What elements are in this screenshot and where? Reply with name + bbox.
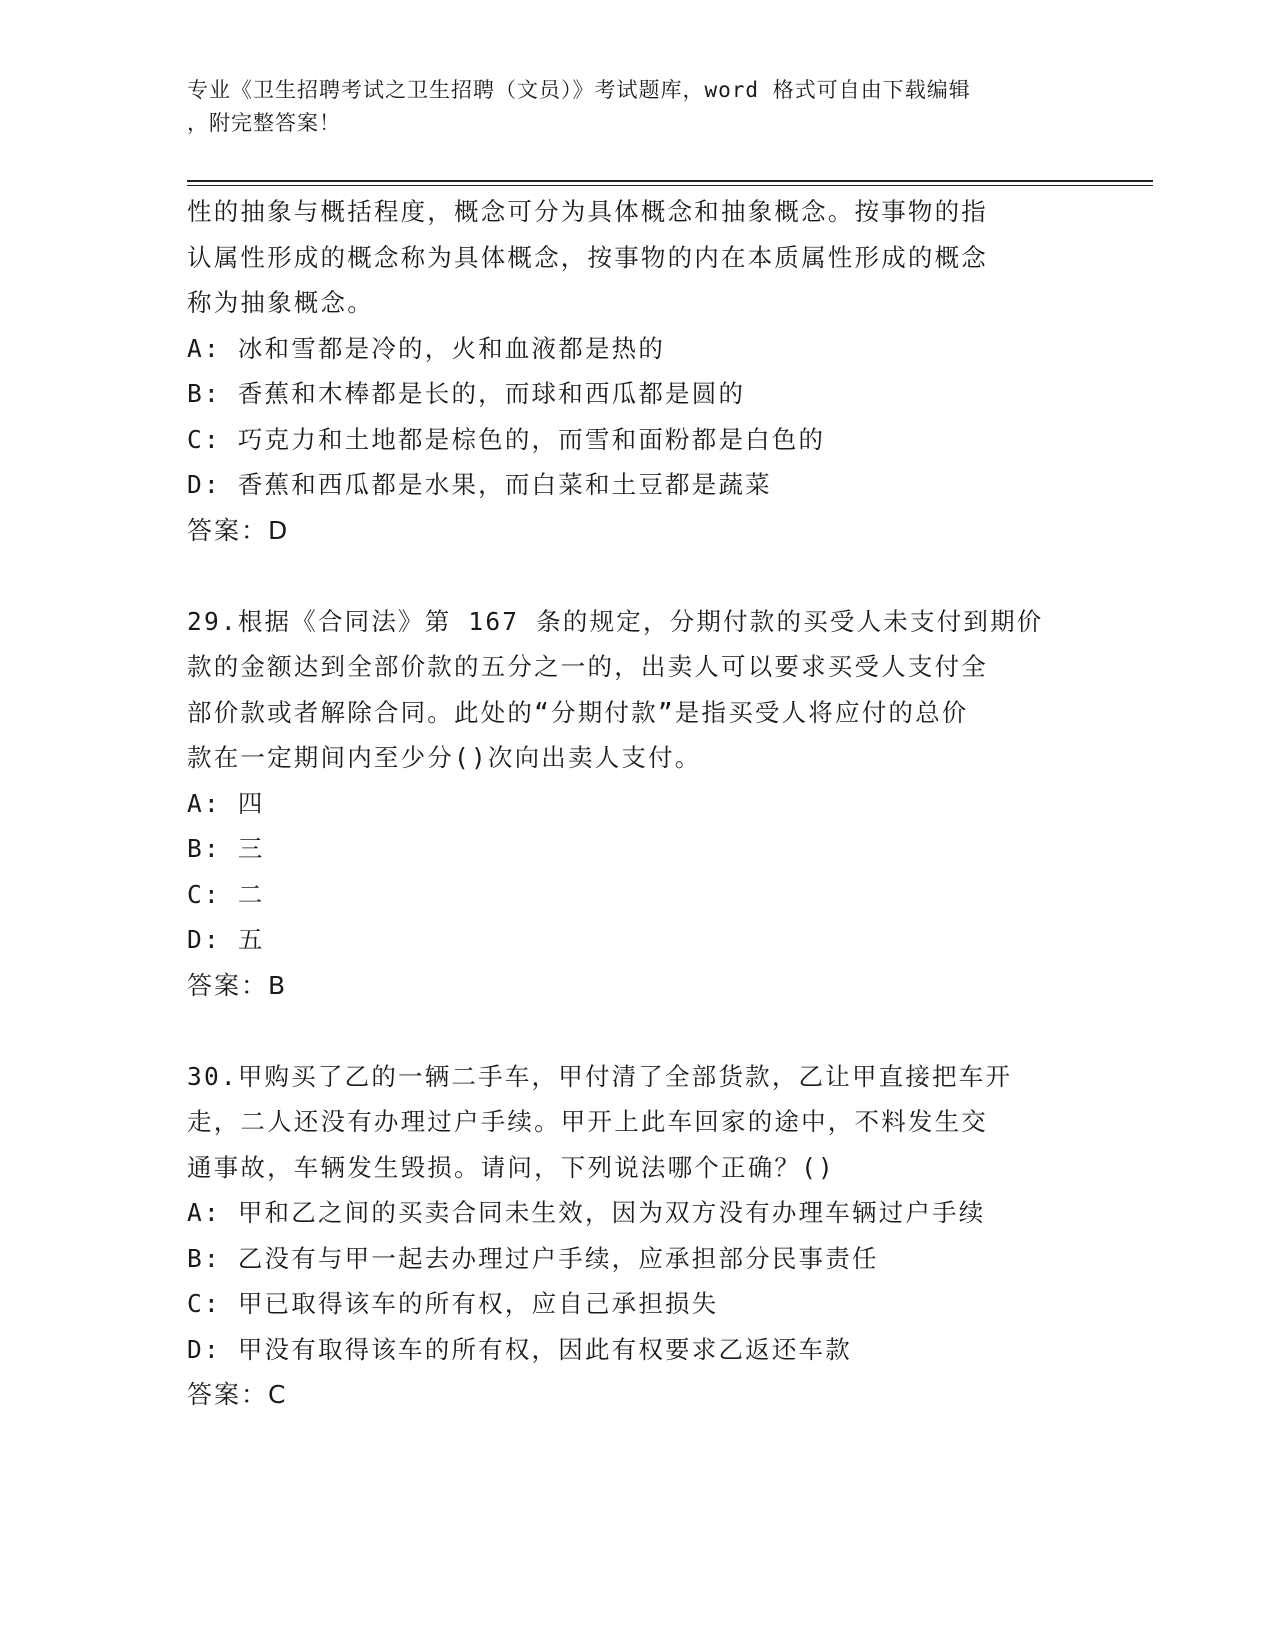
question-29-option-d: D: 五 xyxy=(187,925,265,954)
question-28-option-a: A: 冰和雪都是冷的，火和血液都是热的 xyxy=(187,333,666,363)
question-content xyxy=(187,189,1087,1418)
header-line-2: ，附完整答案！ xyxy=(187,111,341,135)
header-line-1: 专业《卫生招聘考试之卫生招聘（文员）》考试题库，word 格式可自由下载编辑 xyxy=(187,78,971,102)
question-28-stem-line-2: 认属性形成的概念称为具体概念，按事物的内在本质属性形成的概念 xyxy=(187,242,988,272)
question-30-answer: 答案：C xyxy=(187,1380,288,1409)
question-28-stem-line-3: 称为抽象概念。 xyxy=(187,288,374,317)
question-29-stem-line-2: 款的金额达到全部价款的五分之一的，出卖人可以要求买受人支付全 xyxy=(187,652,988,681)
question-29-block xyxy=(187,599,1087,1009)
spacer xyxy=(187,1008,1087,1054)
question-30-stem-line-1: 30.甲购买了乙的一辆二手车，甲付清了全部货款，乙让甲直接把车开 xyxy=(187,1061,1013,1091)
question-28-option-d: D: 香蕉和西瓜都是水果，而白菜和土豆都是蔬菜 xyxy=(187,470,772,499)
question-29-answer: 答案：B xyxy=(187,970,288,1000)
question-28-block xyxy=(187,189,1087,553)
question-30-block xyxy=(187,1054,1087,1418)
question-30-option-d: D: 甲没有取得该车的所有权，因此有权要求乙返还车款 xyxy=(187,1334,852,1364)
question-29-option-a: A: 四 xyxy=(187,788,265,818)
spacer xyxy=(187,553,1087,599)
question-28-answer: 答案：D xyxy=(187,515,290,545)
question-29-option-c: C: 二 xyxy=(187,879,265,909)
question-28-option-b: B: 香蕉和木棒都是长的，而球和西瓜都是圆的 xyxy=(187,379,746,408)
question-28-option-c: C: 巧克力和土地都是棕色的，而雪和面粉都是白色的 xyxy=(187,424,826,454)
question-28-stem-line-1: 性的抽象与概括程度，概念可分为具体概念和抽象概念。按事物的指 xyxy=(187,197,988,226)
question-30-option-c: C: 甲已取得该车的所有权，应自己承担损失 xyxy=(187,1289,719,1318)
question-29-stem-line-3: 部价款或者解除合同。此处的“分期付款”是指买受人将应付的总价 xyxy=(187,697,969,727)
page-header xyxy=(187,74,1087,140)
question-30-option-a: A: 甲和乙之间的买卖合同未生效，因为双方没有办理车辆过户手续 xyxy=(187,1198,986,1227)
question-29-stem-line-4: 款在一定期间内至少分()次向出卖人支付。 xyxy=(187,743,702,772)
header-rule-thick xyxy=(187,180,1153,182)
question-29-stem-line-1: 29.根据《合同法》第 167 条的规定，分期付款的买受人未支付到期价 xyxy=(187,606,1044,636)
question-30-stem-line-3: 通事故，车辆发生毁损。请问，下列说法哪个正确？() xyxy=(187,1152,835,1182)
header-rule-thin xyxy=(187,185,1153,186)
question-30-stem-line-2: 走，二人还没有办理过户手续。甲开上此车回家的途中，不料发生交 xyxy=(187,1107,988,1136)
question-29-option-b: B: 三 xyxy=(187,834,265,863)
question-30-option-b: B: 乙没有与甲一起去办理过户手续，应承担部分民事责任 xyxy=(187,1243,879,1273)
